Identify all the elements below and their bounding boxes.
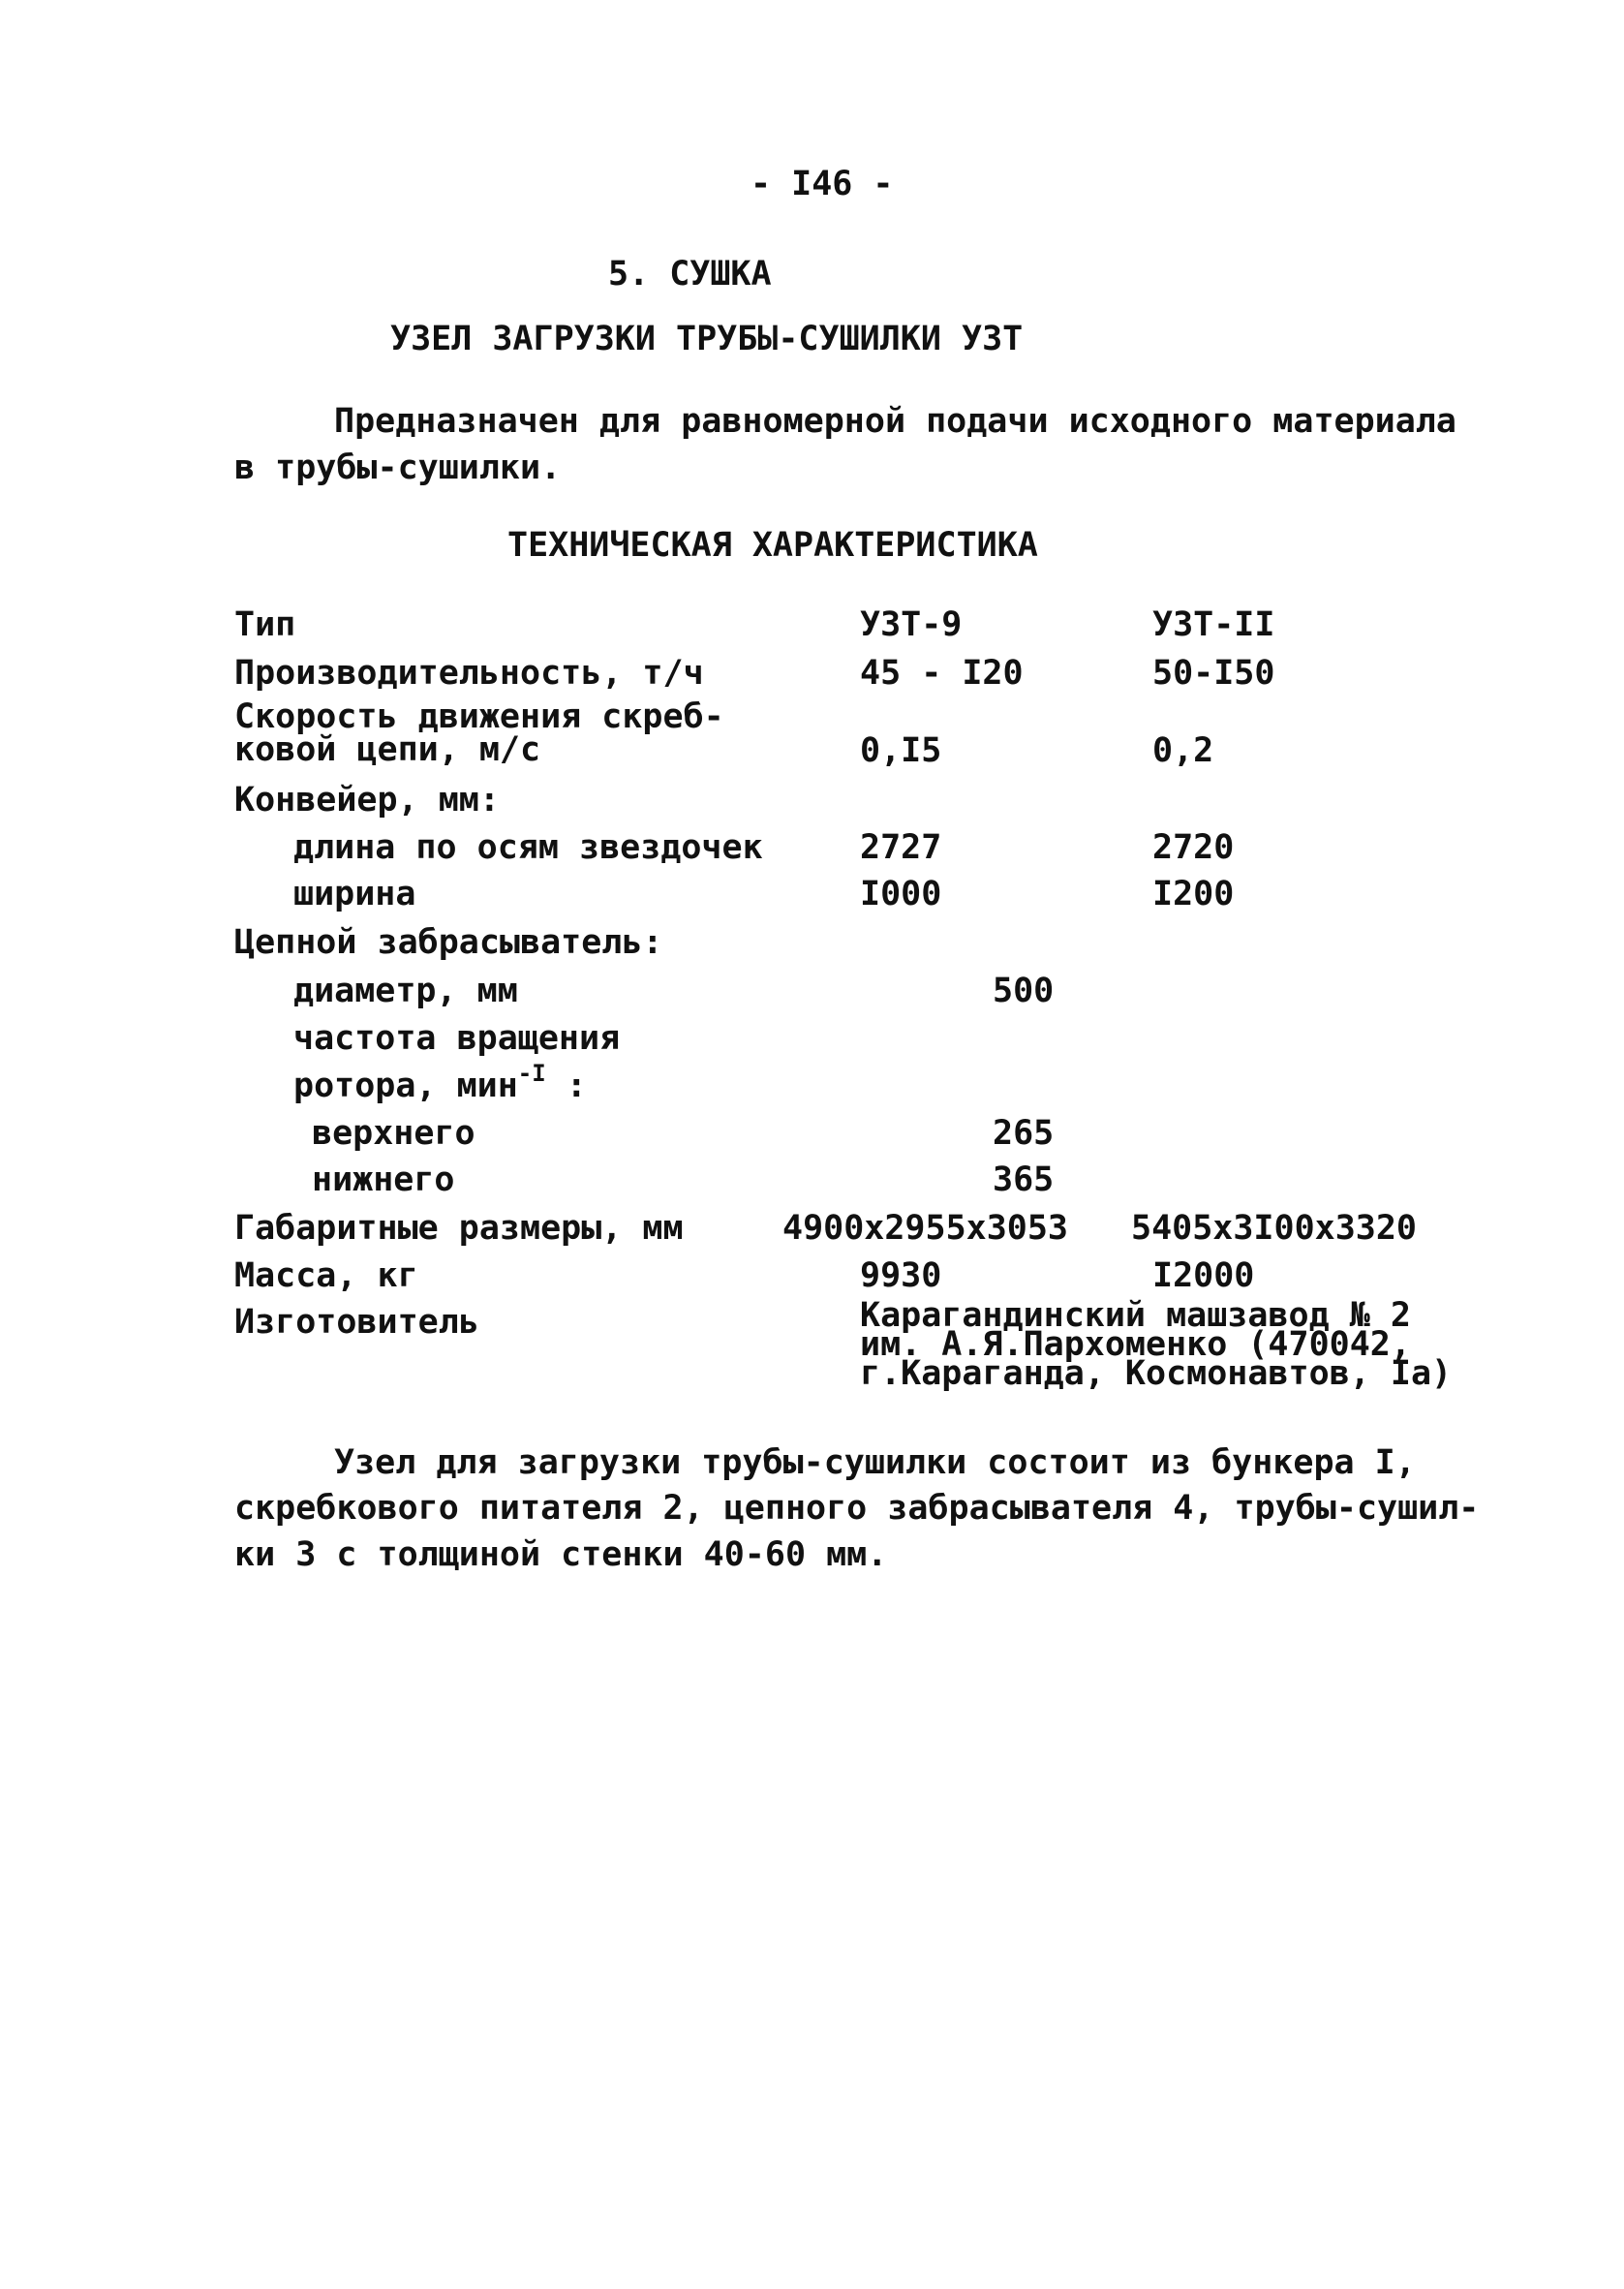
spec-label-width: ширина bbox=[293, 875, 416, 913]
spec-label-capacity: Производительность, т/ч bbox=[234, 654, 704, 693]
spec-value-type-uzt11: УЗТ-II bbox=[1152, 605, 1275, 644]
spec-value-speed-uzt9: 0,I5 bbox=[860, 731, 942, 770]
rotation-label-sup: -I bbox=[517, 1060, 546, 1087]
spec-label-speed-1: Скорость движения скреб- bbox=[234, 697, 724, 736]
spec-label-upper: верхнего bbox=[312, 1114, 475, 1153]
maker-line-3: г.Караганда, Космонавтов, Iа) bbox=[860, 1354, 1453, 1393]
spec-value-length-uzt9: 2727 bbox=[860, 828, 942, 867]
paragraph-line-2: скребкового питателя 2, цепного забрасывателя 4, трубы-сушил- bbox=[234, 1489, 1480, 1528]
spec-label-rotation-2 bbox=[293, 1060, 587, 1108]
spec-value-maker bbox=[860, 1296, 1453, 1393]
paragraph-line-3: ки 3 с толщиной стенки 40-60 мм. bbox=[234, 1535, 888, 1574]
rotation-label-end: : bbox=[545, 1067, 587, 1105]
maker-line-2: им. А.Я.Пархоменко (470042, bbox=[860, 1325, 1411, 1364]
spec-label-mass: Масса, кг bbox=[234, 1256, 418, 1295]
spec-value-width-uzt11: I200 bbox=[1152, 875, 1235, 913]
spec-value-dims-uzt9: 4900x2955x3053 bbox=[782, 1209, 1069, 1248]
section-title: 5. СУШКА bbox=[608, 255, 772, 294]
page-number: - I46 - bbox=[751, 165, 894, 203]
spec-label-lower: нижнего bbox=[312, 1160, 455, 1199]
spec-value-width-uzt9: I000 bbox=[860, 875, 942, 913]
spec-value-upper: 265 bbox=[993, 1114, 1055, 1153]
unit-title: УЗЕЛ ЗАГРУЗКИ ТРУБЫ-СУШИЛКИ УЗТ bbox=[390, 320, 1024, 358]
spec-label-rotation-1: частота вращения bbox=[293, 1019, 621, 1058]
spec-value-capacity-uzt11: 50-I50 bbox=[1152, 654, 1275, 693]
spec-title: ТЕХНИЧЕСКАЯ ХАРАКТЕРИСТИКА bbox=[507, 526, 1038, 565]
spec-label-type: Тип bbox=[234, 605, 296, 644]
intro-line-1: Предназначен для равномерной подачи исходного материала bbox=[334, 402, 1456, 441]
spec-value-dims-uzt11: 5405x3I00x3320 bbox=[1131, 1209, 1418, 1248]
intro-line-2: в трубы-сушилки. bbox=[234, 449, 562, 487]
rotation-label-text: ротора, мин bbox=[293, 1067, 518, 1105]
spec-label-conveyor: Конвейер, мм: bbox=[234, 781, 500, 820]
spec-value-mass-uzt11: I2000 bbox=[1152, 1256, 1255, 1295]
spec-value-diameter: 500 bbox=[993, 972, 1055, 1010]
spec-label-thrower: Цепной забрасыватель: bbox=[234, 923, 663, 962]
spec-label-diameter: диаметр, мм bbox=[293, 972, 518, 1010]
spec-label-speed-2: ковой цепи, м/с bbox=[234, 730, 541, 769]
spec-label-maker: Изготовитель bbox=[234, 1303, 479, 1342]
spec-value-capacity-uzt9: 45 - I20 bbox=[860, 654, 1024, 693]
spec-value-type-uzt9: УЗТ-9 bbox=[860, 605, 963, 644]
spec-value-mass-uzt9: 9930 bbox=[860, 1256, 942, 1295]
spec-value-lower: 365 bbox=[993, 1160, 1055, 1199]
maker-line-1: Карагандинский машзавод № 2 bbox=[860, 1296, 1411, 1335]
paragraph-line-1: Узел для загрузки трубы-сушилки состоит из бункера I, bbox=[334, 1443, 1416, 1482]
spec-label-length: длина по осям звездочек bbox=[293, 828, 763, 867]
spec-value-speed-uzt11: 0,2 bbox=[1152, 731, 1214, 770]
spec-label-dims: Габаритные размеры, мм bbox=[234, 1209, 684, 1248]
spec-value-length-uzt11: 2720 bbox=[1152, 828, 1235, 867]
